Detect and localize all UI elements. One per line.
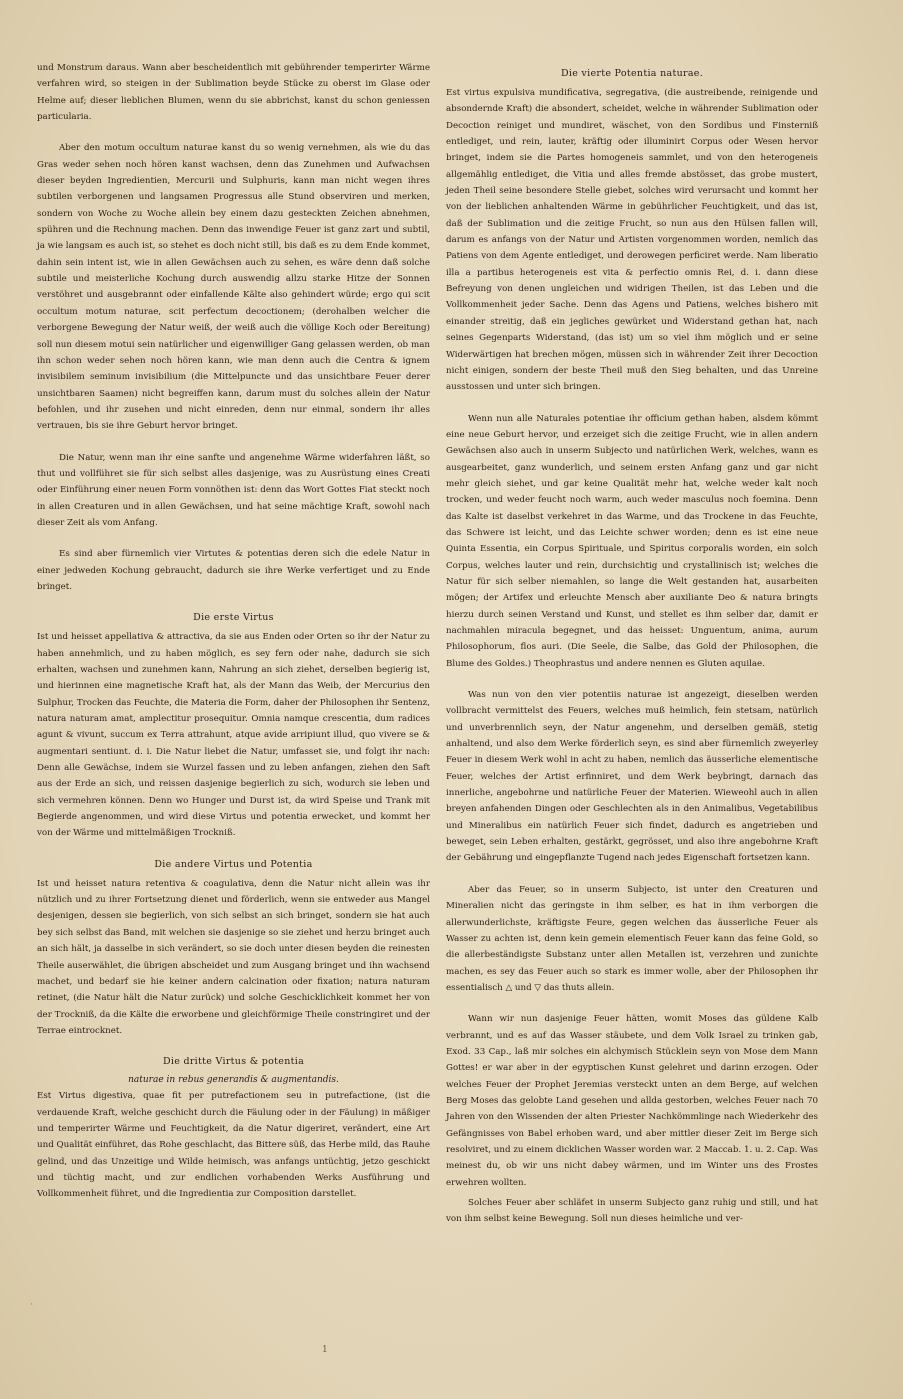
right-paragraph: Solches Feuer aber schläfet in unserm Subjecto ganz ruhig und still, und hat von ihm selbst keine Bewegung. Soll nun dieses heimliche und ver- bbox=[446, 1198, 818, 1225]
left-section-heading: Die dritte Virtus & potentia bbox=[162, 1056, 305, 1068]
right-paragraph: Aber das Feuer, so in unserm Subjecto, ist unter den Creaturen und Mineralien nicht das geringste in ihm selber, es hat in ihm verborgen die allerwunderlichste, kräftigste Feure, gegen welchen das äusserliche Feuer als Wasser zu achten ist, denn kein gemein elementisch Feuer kann das feine Gold, so die allerbeständigste Substanz unter allen Metallen ist, verzehren und zunichte machen, es sey das Feuer auch so stark es immer wolle, aber der Philosophen ihr essentialisch △ und ▽ das thuts allein. bbox=[446, 884, 818, 993]
right-paragraph: Wann wir nun dasjenige Feuer hätten, womit Moses das güldene Kalb verbrannt, und es auf das Wasser stäubete, und dem Volk Israel zu trinken gab, Exod. 33 Cap., laß mir solches ein alchymisch Stücklein seyn von Mose dem Mann Gottes! er war aber in der egyptischen Kunst gelehret und darinn erzogen. Oder welches Feuer der Prophet Jeremias versteckt unten an dem Berge, auf welchen Berg Moses das gelobte Land gesehen und allda gestorben, welches Feuer nach 70 Jahren von den Wissenden der alten Priester Nachkömmlinge nach Wiederkehr des Gefängnisses von Babel erhoben ward, und aber mittler dieser Zeit im Berge sich resolviret, und zu einem dicklichen Wasser worden war. 2 Maccab. 1. u. 2. Cap. Was meinest du, ob wir uns nicht dabey wärmen, und im Winter uns des Frostes erwehren wollten. bbox=[446, 1014, 818, 1188]
gutter-mark: 1 bbox=[322, 1345, 328, 1355]
right-paragraph: Est virtus expulsiva mundificativa, segregativa, (die austreibende, reinigende und absondernde Kraft) die absondert, scheidet, welche in währender Sublimation oder Decoction reiniget und mundiret, wäschet, von den Sordibus und Finsterniß entlediget, und rein, lauter, kräftig oder illuminirt Corpus oder Wesen hervor bringet, indem sie die Partes homogeneis sammlet, und von den heterogeneis allgemählig entlediget, die Vitia und alles fremde abstösset, das grobe mustert, jeden Theil seine besondere Stelle giebet, solches wird verursacht und kommt her von der lieblichen anhaltenden Wärme in gebührlicher Feuchtigkeit, und das ist, daß der Sublimation und die zeitige Frucht, so nun aus den Hülsen fallen will, darum es anfangs von der Natur und Artisten vorgenommen worden, nemlich das Patiens von dem Agente entlediget, und derowegen perficiret werde. Nam liberatio illa a partibus heterogeneis est vita & perfectio omnis Rei, d. i. dann diese Befreyung von denen ungleichen und widrigen Theilen, ist das Leben und die Vollkommenheit jeder Sache. Denn das Agens und Patiens, welches bishero mit einander streitig, daß ein jegliches gewürket und Widerstand gethan hat, nach seines Gegenparts Widerstand, (das ist) um so viel ihm möglich und er seine Widerwärtigen hat brechen mögen, müssen sich in währender Zeit ihrer Decoction nicht einigen, sondern der beste Theil muß den Sieg behalten, und das Unreine ausstossen und unter sich bringen. bbox=[446, 88, 818, 393]
left-paragraph: Es sind aber fürnemlich vier Virtutes & potentias deren sich die edele Natur in einer jedweden Kochung gebraucht, dadurch sie ihre Werke verfertiget und zu Ende bringet. bbox=[37, 549, 430, 592]
right-paragraph: Was nun von den vier potentiis naturae ist angezeigt, dieselben werden vollbracht vermittelst des Feuers, welches muß heimlich, fein stetsam, natürlich und unverbrennlich seyn, der Natur angenehm, und derselben gemäß, stetig anhaltend, und also dem Werke förderlich seyn, es sind aber fürnemlich zweyerley Feuer in diesem Werk wohl in acht zu haben, nemlich das äusserliche elementische Feuer, welches der Artist erfinniret, und dem Werk beybringt, darnach das innerliche, angebohrne und natürliche Feuer der Materien. Wieweohl auch in allen breyen anfahenden Dingen oder Geschlechten als in den Animalibus, Vegetabilibus und Mineralibus ein natürlich Feuer sich findet, dadurch es angetrieben und beweget, sein Leben erhalten, gestärkt, gegrösset, und also ihre angebohrne Kraft der Gebährung und eingepflanzte Tugend nach jedes Eigenschaft fortsetzen kann. bbox=[446, 690, 818, 864]
edge-mark: · bbox=[30, 1300, 33, 1310]
right-section-heading: Die vierte Potentia naturae. bbox=[560, 68, 704, 79]
left-section-subheading: naturae in rebus generandis & augmentandis. bbox=[128, 1075, 339, 1086]
left-section-heading: Die andere Virtus und Potentia bbox=[154, 858, 313, 870]
left-paragraph: Est Virtus digestiva, quae fit per putrefactionem seu in putrefactione, (ist die verdauende Kraft, welche geschicht durch die Fäulung oder in der Fäulung) in mäßiger und temperirter Wärme und Feuchtigkeit, da die Natur digeriret, verändert, eine Art und Qualität einführet, das Rohe geschlacht, das Bittere süß, das Herbe mild, das Rauhe gelind, und das Unzeitige und Wilde heimisch, was anfangs untüchtig, jetzo geschickt und tüchtig macht, und zur endlichen vorhabenden Werks Ausführung und Vollkommenheit führet, und die Ingredientia zur Composition darstellet. bbox=[37, 1091, 430, 1200]
left-paragraph: und Monstrum daraus. Wann aber bescheidentlich mit gebührender temperirter Wärme verfahren wird, so steigen in der Sublimation beyde Stücke zu oberst im Glase oder Helme auf; dieser lieblichen Blumen, wenn du sie abbrichst, kanst du schon geniessen particularia. bbox=[37, 63, 430, 123]
left-column bbox=[37, 60, 430, 1218]
left-paragraph: Die Natur, wenn man ihr eine sanfte und angenehme Wärme widerfahren läßt, so thut und vollführet sie für sich selbst alles dasjenige, was zu Ausrüstung eines Creati oder Einführung einer neuen Form vonnöthen ist: denn das Wort Gottes Fiat steckt noch in allen Creaturen und in allen Gewächsen, und hat seine mächtige Kraft, sowohl nach dieser Zeit als vom Anfang. bbox=[37, 452, 430, 528]
right-paragraph: Wenn nun alle Naturales potentiae ihr officium gethan haben, alsdem kömmt eine neue Geburt hervor, und erzeiget sich die zeitige Frucht, wie in allen andern Gewächsen also auch in unserm Subjecto und natürlichen Werk, welches, wann es ausgearbeitet, ganz wunderlich, und seinem ersten Anfang ganz und gar nicht mehr gleich siehet, und gar keine Qualität mehr hat, welche weder kalt noch trocken, und weder feucht noch warm, auch weder masculus noch foemina. Denn das Kalte ist daselbst verkehret in das Warme, und das Trockene in das Feuchte, das Schwere ist leicht, und das Leichte schwer worden; denn es ist eine neue Quinta Essentia, ein Corpus Spirituale, und Spiritus corporalis worden, ein solch Corpus, welches lauter und rein, durchsichtig und crystallinisch ist; welches die Natur für sich selber niemahlen, so lange die Welt gestanden hat, ausarbeiten mögen; der Artifex und erleuchte Mensch aber auxiliante Deo & natura bringts hierzu durch seinen Verstand und Kunst, und stellet es ihm selber dar, damit er nachmahlen miracula begegnet, und das heisset: Unguentum, anima, aurum Philosophorum, flos auri. (Die Seele, die Salbe, das Gold der Philosophen, die Blume des Goldes.) Theophrastus und andere nennen es Gluten aquilae. bbox=[446, 413, 818, 669]
right-column bbox=[446, 60, 818, 1243]
left-paragraph: Aber den motum occultum naturae kanst du so wenig vernehmen, als wie du das Gras weder sehen noch hören kanst wachsen, denn das Zunehmen und Aufwachsen dieser beyden Ingredientien, Mercurii und Sulphuris, kann man nicht wegen ihres subtilen verborgenen und langsamen Progressus alle Stund observiren und merken, sondern von Woche zu Woche allein bey einem dazu gesteckten Zeichen abnehmen, spühren und die Rechnung machen. Denn das inwendige Feuer ist ganz zart und subtil, ja wie langsam es auch ist, so stehet es doch nicht still, bis daß es zu dem Ende kommet, dahin sein intent ist, wie in allen Gewächsen auch zu sehen, es wäre denn daß solche subtile und meisterliche Kochung durch auswendig allzu starke Hitze der Sonnen verstöhret und ausgebrannt oder einfallende Kälte also gehindert würde; ergo qui scit occultum motum naturae, scit perfectum decoctionem; (derohalben welcher die verborgene Bewegung der Natur weiß, der weiß auch die völlige Koch oder Bereitung) soll nun diesem motui sein natürlicher und eigenwilliger Gang gelassen werden, ob man ihn schon weder sehen noch hören kann, wie man denn auch die Centra & ignem invisibilem seminum invisibilium (die Mittelpuncte und das unsichtbare Feuer derer unsichtbaren Saamen) nicht begreiffen kann, darum must du solches allein der Natur befohlen, und ihr zusehen und nicht einreden, denn nur einmal, sondern ihr alles vertrauen, bis sie ihre Geburt hervor bringet. bbox=[37, 143, 430, 432]
left-paragraph: Ist und heisset natura retentiva & coagulativa, denn die Natur nicht allein was ihr nützlich und zu ihrer Fortsetzung dienet und förderlich, wenn sie entweder aus Mangel desjenigen, dessen sie begierlich, von sich selbst an sich bringet, sondern sie hat auch bey sich selbst das Band, mit welchen sie dasjenige so sie ziehet und herzu bringet auch an sich hält, ja dasselbe in sich verändert, so sie doch unter diesen beyden die reinesten Theile auserwählet, die übrigen abscheidet und zum Ausgang bringet und ihn wachsend machet, und bedarf sie hie keiner andern calcination oder fixation; natura naturam retinet, (die Natur hält die Natur zurück) und solche Geschicklichkeit kommet her von der Trockniß, da die Kälte die erworbene und gleichförmige Theile constringiret und der Terrae eintrocknet. bbox=[37, 878, 430, 1036]
left-section-heading: Die erste Virtus bbox=[193, 612, 274, 624]
left-paragraph: Ist und heisset appellativa & attractiva, da sie aus Enden oder Orten so ihr der Natur zu haben annehmlich, und zu haben möglich, es sey fern oder nahe, dadurch sie sich erhalten, wachsen und zunehmen kann, Nahrung an sich ziehet, derselben begierig ist, und hierinnen eine magnetische Kraft hat, als der Mann das Weib, der Mercurius den Sulphur, Trocken das Feuchte, die Materia die Form, daher der Philosophen ihr Sentenz, natura naturam amat, amplectitur prosequitur. Omnia namque crescentia, dum radices agunt & vivunt, succum ex Terra attrahunt, atque avide arripiunt illud, quo vivere se & augmentari sentiunt. d. i. Die Natur liebet die Natur, umfasset sie, und folgt ihr nach: Denn alle Gewächse, indem sie Wurzel fassen und zu leben anfangen, ziehen den Saft aus der Erde an sich, und reissen dasjenige begierlich zu sich, wodurch sie leben und sich vermehren können. Denn wo Hunger und Durst ist, da wird Speise und Trank mit Begierde angenommen, und wird diese Virtus und potentia erwecket, und kommt her von der Wärme und mittelmäßigen Trockniß. bbox=[37, 632, 430, 839]
